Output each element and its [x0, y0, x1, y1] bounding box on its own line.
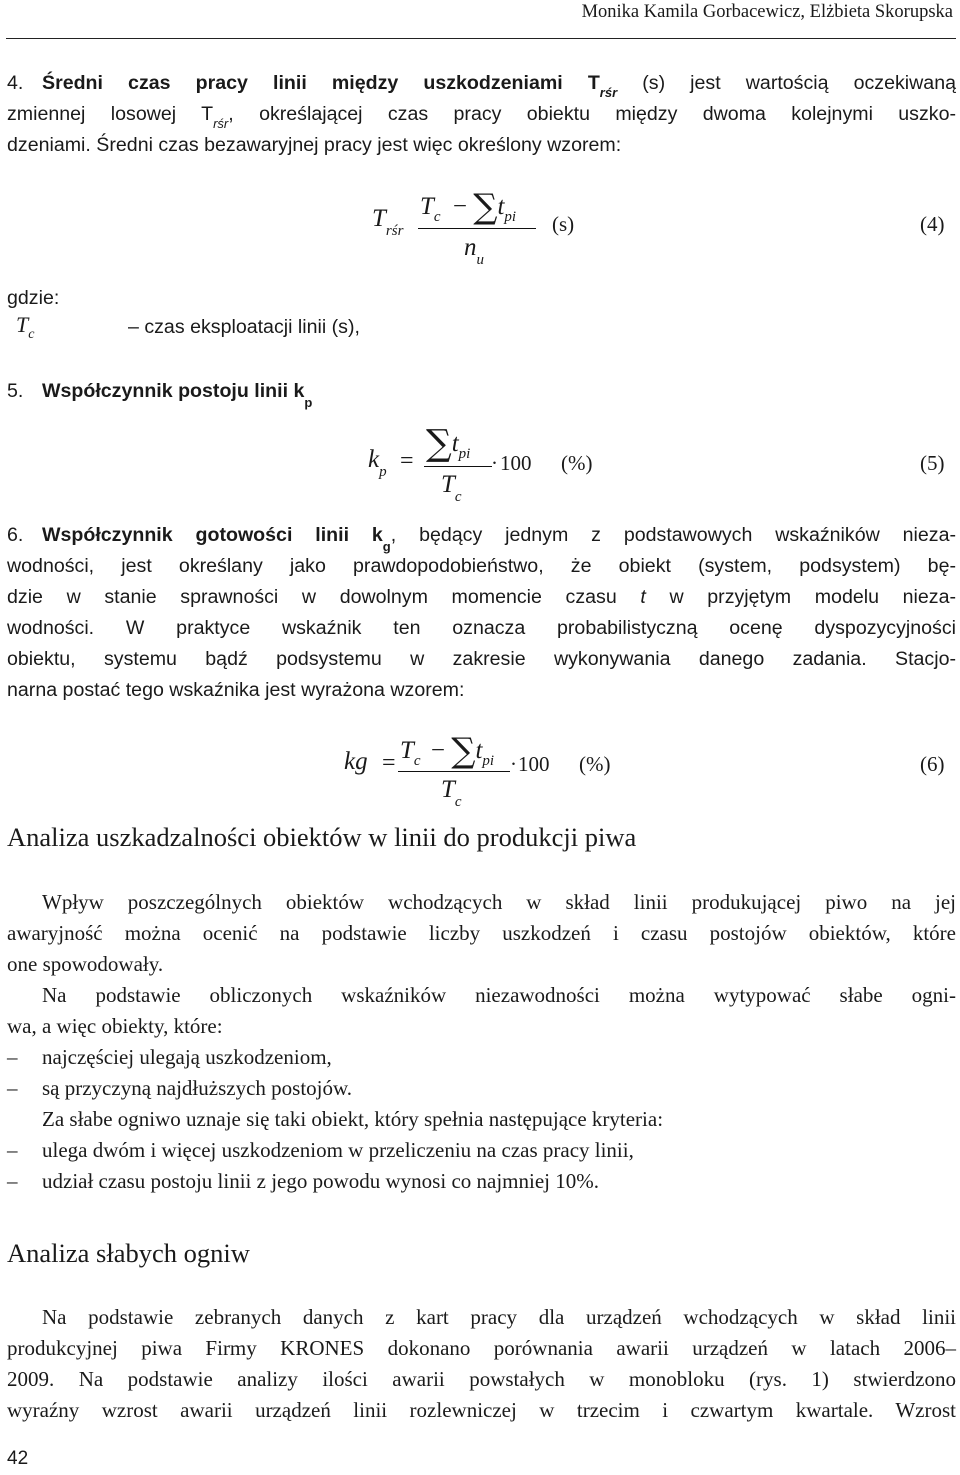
eq6-denominator	[441, 776, 462, 810]
where-sym-T: T	[16, 312, 29, 337]
section1-p2-line1: Na podstawie obliczonych wskaźników niezawodności można wytypować słabe ogni-	[42, 983, 956, 1007]
bullet-item: są przyczyną najdłuższych postojów.	[42, 1076, 353, 1100]
eq4-numerator	[420, 183, 517, 227]
item6-line3-a: dzie w stanie sprawności w dowolnym momencie czasu	[7, 586, 617, 608]
eq6-num-t: t	[475, 737, 483, 764]
item6-bold-sub: g	[382, 538, 391, 554]
eq5-num-t-sub: pi	[458, 446, 471, 462]
eq5-fraction-bar	[424, 466, 492, 467]
item4-bold-sub: rśr	[599, 84, 618, 100]
item5-bold-sub: p	[304, 394, 313, 410]
item4-line3: dzeniami. Średni czas bezawaryjnej pracy jest więc określony wzorem:	[7, 134, 622, 156]
eq4-minus: −	[452, 193, 467, 220]
eq4-den-n: n	[464, 234, 477, 261]
eq4-denominator	[464, 234, 484, 268]
item5-line	[42, 376, 312, 413]
item6-line3-t: t	[640, 586, 646, 608]
item6-line4: wodności. W praktyce wskaźnik ten oznacza probabilistyczną ocenę dyspozycyjności	[7, 617, 956, 639]
eq5-lhs-sub: p	[379, 464, 387, 480]
eq5-num-t: t	[451, 430, 459, 457]
bullet-item: udział czasu postoju linii z jego powodu wynosi co najmniej 10%.	[42, 1169, 599, 1193]
bullet-item: najczęściej ulegają uszkodzeniom,	[42, 1045, 332, 1069]
eq5-dot: ·	[491, 451, 498, 475]
item5-bold-lead: Współczynnik postoju linii k	[42, 380, 305, 402]
section1-p3: Za słabe ogniwo uznaje się taki obiekt, który spełnia następujące kryteria:	[42, 1107, 664, 1131]
item6-line5: obiektu, systemu bądź podsystemu w zakresie wykonywania danego zadania. Stacjo-	[7, 648, 956, 670]
bullet-dash: –	[7, 1169, 18, 1193]
item4-line2-a: zmiennej losowej T	[7, 103, 214, 125]
where-sym-sub: c	[28, 327, 35, 342]
eq5-den-T: T	[441, 471, 455, 498]
eq6-num-T-sub: c	[413, 753, 421, 769]
section1-p1-line2: awaryjność można ocenić na podstawie liczby uszkodzeń i czasu postojów obiektów, które	[7, 921, 956, 945]
where-symbol	[16, 312, 35, 342]
eq5-numerator	[426, 419, 471, 464]
item6-line3	[7, 582, 956, 613]
item4-number: 4.	[7, 72, 24, 94]
item5-number: 5.	[7, 380, 24, 402]
eq6-lhs: kg	[344, 748, 368, 775]
item6-line2: wodności, jest określany jako prawdopodobieństwo, że obiekt (system, podsystem) bę-	[7, 555, 956, 577]
eq6-num-t-sub: pi	[482, 753, 495, 769]
running-header: Monika Kamila Gorbacewicz, Elżbieta Skorupska	[581, 2, 953, 22]
bullet-item: ulega dwóm i więcej uszkodzeniom w przeliczeniu na czas pracy linii,	[42, 1138, 634, 1162]
eq5-den-sub: c	[454, 489, 462, 505]
eq5-lhs-k: k	[368, 446, 380, 473]
item6-line3-b: w przyjętym modelu nieza-	[669, 586, 956, 608]
eq5-factor: 100	[500, 451, 532, 475]
eq6-fraction-bar	[398, 771, 510, 772]
header-rule	[6, 38, 956, 39]
section2-line1: Na podstawie zebranych danych z kart pracy dla urządzeń wchodzących w skład linii	[42, 1305, 956, 1329]
item4-bold-lead: Średni czas pracy linii między uszkodzeniami T	[42, 72, 600, 94]
eq5-sigma-icon: ∑	[426, 423, 452, 464]
eq4-den-sub: u	[476, 252, 484, 268]
eq6-dot: ·	[510, 752, 517, 776]
item6-line6: narna postać tego wskaźnika jest wyrażona wzorem:	[7, 679, 465, 701]
item4-line2-b: , określającej czas pracy obiektu między dwoma kolejnymi uszko-	[228, 103, 956, 125]
section1-p1-line3: one spowodowały.	[7, 952, 164, 976]
eq4-unit: (s)	[552, 212, 575, 236]
eq6-equals: =	[382, 750, 396, 776]
section2-heading: Analiza słabych ogniw	[7, 1238, 250, 1268]
bullet-dash: –	[7, 1045, 18, 1069]
eq4-num-t: t	[497, 193, 505, 220]
eq4-lhs	[372, 205, 404, 239]
eq4-sigma-icon: ∑	[473, 187, 498, 227]
section1-heading: Analiza uszkadzalności obiektów w linii do produkcji piwa	[7, 822, 637, 852]
eq5-denominator	[441, 471, 462, 505]
eq6-minus: −	[430, 737, 445, 764]
where-label: gdzie:	[7, 287, 60, 309]
section1-p1-line1: Wpływ poszczególnych obiektów wchodzących w skład linii produkującej piwo na jej	[42, 890, 956, 914]
eq4-lhs-symbol: T	[372, 205, 386, 232]
eq6-sigma-icon: ∑	[451, 731, 476, 771]
eq4-num-T-sub: c	[433, 209, 441, 225]
bullet-dash: –	[7, 1138, 18, 1162]
eq6-unit: (%)	[579, 752, 611, 776]
bullet-dash: –	[7, 1076, 18, 1100]
eq4-number: (4)	[920, 212, 945, 236]
item4-line2-sub: rśr	[213, 115, 229, 131]
eq4-lhs-sub: rśr	[385, 223, 404, 239]
item6-line1-rest: , będący jednym z podstawowych wskaźników nieza-	[390, 524, 956, 546]
eq6-numerator	[400, 727, 495, 771]
eq6-den-T: T	[441, 776, 455, 803]
eq4-num-t-sub: pi	[504, 209, 517, 225]
where-desc: – czas eksploatacji linii (s),	[128, 316, 360, 338]
page-number: 42	[7, 1448, 29, 1469]
eq5-unit: (%)	[561, 451, 593, 475]
eq6-factor: 100	[518, 752, 550, 776]
eq5-number: (5)	[920, 451, 945, 475]
section2-line3: 2009. Na podstawie analizy ilości awarii powstałych w monobloku (rys. 1) stwierdzono	[7, 1367, 956, 1391]
item6-bold-lead: Współczynnik gotowości linii k	[42, 524, 383, 546]
eq6-number: (6)	[920, 752, 945, 776]
item4-line1-rest: (s) jest wartością oczekiwaną	[642, 72, 956, 94]
section1-p2-line2: wa, a więc obiekty, które:	[7, 1014, 223, 1038]
eq6-num-T: T	[400, 737, 414, 764]
eq5-equals: =	[400, 448, 414, 474]
section2-line2: produkcyjnej piwa Firmy KRONES dokonano porównania awarii urządzeń w latach 2006–	[7, 1336, 956, 1360]
eq4-num-T: T	[420, 193, 434, 220]
item6-number: 6.	[7, 524, 24, 546]
eq5-lhs	[368, 446, 387, 480]
section2-line4: wyraźny wzrost awarii urządzeń linii rozlewniczej w trzecim i czwartym kwartale. Wzrost	[7, 1398, 956, 1422]
eq4-fraction-bar	[418, 228, 536, 229]
eq6-den-sub: c	[454, 794, 462, 810]
